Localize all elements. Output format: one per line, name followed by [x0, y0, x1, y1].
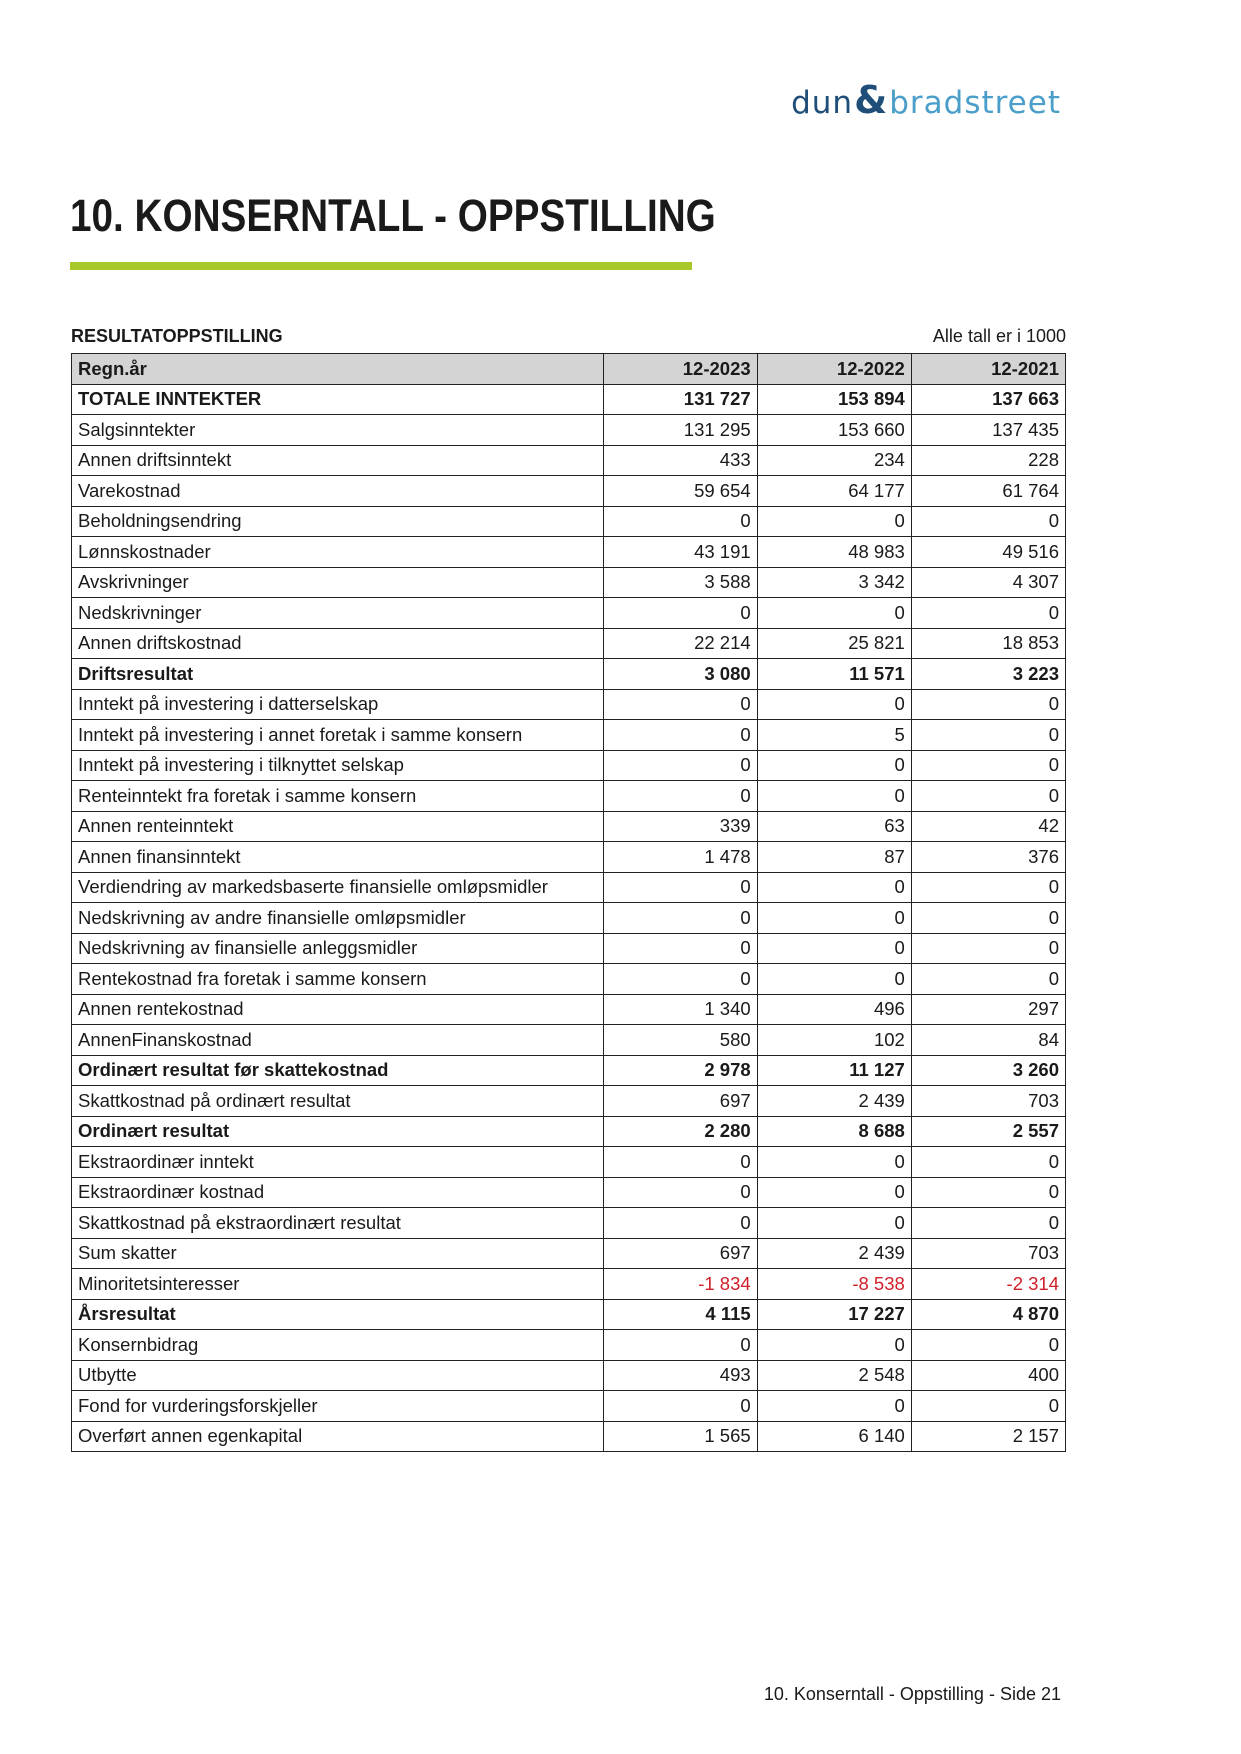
row-label-cell: Sum skatter: [72, 1238, 604, 1269]
row-label-cell: Inntekt på investering i annet foretak i samme konsern: [72, 720, 604, 751]
table-row: [72, 781, 1066, 812]
page-title: 10. KONSERNTALL - OPPSTILLING: [70, 190, 716, 241]
row-value-cell: 0: [911, 598, 1065, 629]
row-value-cell: 0: [757, 1147, 911, 1178]
row-value-cell: 0: [603, 1391, 757, 1422]
row-label-cell: Annen rentekostnad: [72, 994, 604, 1025]
row-value-cell: 0: [757, 1391, 911, 1422]
row-value-cell: 0: [911, 781, 1065, 812]
row-value-cell: 0: [757, 598, 911, 629]
row-value-cell: 3 080: [603, 659, 757, 690]
row-value-cell: 376: [911, 842, 1065, 873]
table-row: [72, 1147, 1066, 1178]
row-value-cell: 0: [911, 689, 1065, 720]
row-value-cell: 25 821: [757, 628, 911, 659]
row-value-cell: 0: [603, 964, 757, 995]
row-value-cell: 433: [603, 445, 757, 476]
row-value-cell: 17 227: [757, 1299, 911, 1330]
row-value-cell: 102: [757, 1025, 911, 1056]
row-value-cell: 0: [911, 1391, 1065, 1422]
row-value-cell: 49 516: [911, 537, 1065, 568]
row-value-cell: 697: [603, 1086, 757, 1117]
table-row: [72, 1025, 1066, 1056]
row-value-cell: 0: [603, 903, 757, 934]
row-value-cell: 0: [757, 750, 911, 781]
table-row: [72, 994, 1066, 1025]
row-value-cell: 0: [603, 933, 757, 964]
row-label-cell: Annen renteinntekt: [72, 811, 604, 842]
table-row: [72, 1086, 1066, 1117]
row-value-cell: 2 978: [603, 1055, 757, 1086]
table-row: [72, 1330, 1066, 1361]
row-label-cell: AnnenFinanskostnad: [72, 1025, 604, 1056]
row-value-cell: 8 688: [757, 1116, 911, 1147]
row-value-cell: 339: [603, 811, 757, 842]
row-value-cell: 2 548: [757, 1360, 911, 1391]
row-value-cell: 4 115: [603, 1299, 757, 1330]
row-label-cell: Beholdningsendring: [72, 506, 604, 537]
row-value-cell: 2 557: [911, 1116, 1065, 1147]
row-value-cell: 87: [757, 842, 911, 873]
row-value-cell: 0: [603, 1147, 757, 1178]
table-row: [72, 903, 1066, 934]
section-label: RESULTATOPPSTILLING: [71, 326, 283, 346]
row-label-cell: Varekostnad: [72, 476, 604, 507]
row-label-cell: Annen driftsinntekt: [72, 445, 604, 476]
table-row: [72, 1360, 1066, 1391]
table-row: [72, 628, 1066, 659]
table-row: [72, 537, 1066, 568]
row-value-cell: 0: [911, 720, 1065, 751]
row-label-cell: Inntekt på investering i datterselskap: [72, 689, 604, 720]
table-row: [72, 750, 1066, 781]
row-value-cell: 0: [911, 872, 1065, 903]
row-label-cell: Minoritetsinteresser: [72, 1269, 604, 1300]
row-value-cell: 61 764: [911, 476, 1065, 507]
row-value-cell: 42: [911, 811, 1065, 842]
row-value-cell: 0: [603, 1208, 757, 1239]
row-label-cell: Utbytte: [72, 1360, 604, 1391]
row-label-cell: Årsresultat: [72, 1299, 604, 1330]
row-value-cell: 0: [603, 750, 757, 781]
row-value-cell: 400: [911, 1360, 1065, 1391]
table-row: [72, 1055, 1066, 1086]
row-value-cell: 0: [757, 1208, 911, 1239]
row-value-cell: 580: [603, 1025, 757, 1056]
table-row: [72, 842, 1066, 873]
row-value-cell: 234: [757, 445, 911, 476]
row-value-cell: 228: [911, 445, 1065, 476]
row-value-cell: 0: [757, 964, 911, 995]
row-value-cell: 4 870: [911, 1299, 1065, 1330]
row-value-cell: 0: [603, 506, 757, 537]
page-footer: 10. Konserntall - Oppstilling - Side 21: [763, 1684, 1061, 1704]
row-label-cell: Nedskrivninger: [72, 598, 604, 629]
table-row: [72, 1391, 1066, 1422]
row-value-cell: 3 260: [911, 1055, 1065, 1086]
row-value-cell: 0: [757, 1177, 911, 1208]
row-value-cell: 64 177: [757, 476, 911, 507]
table-row: [72, 872, 1066, 903]
row-label-cell: Ekstraordinær inntekt: [72, 1147, 604, 1178]
row-value-cell: 0: [757, 933, 911, 964]
row-value-cell: 2 439: [757, 1086, 911, 1117]
row-value-cell: 0: [911, 506, 1065, 537]
row-label-cell: Nedskrivning av finansielle anleggsmidler: [72, 933, 604, 964]
table-row: [72, 659, 1066, 690]
row-value-cell: 703: [911, 1238, 1065, 1269]
row-value-cell: 0: [603, 598, 757, 629]
row-label-cell: Salgsinntekter: [72, 415, 604, 446]
row-value-cell: 11 127: [757, 1055, 911, 1086]
row-value-cell: 0: [911, 1208, 1065, 1239]
row-label-cell: Skattkostnad på ordinært resultat: [72, 1086, 604, 1117]
row-value-cell: 703: [911, 1086, 1065, 1117]
row-value-cell: 137 663: [911, 384, 1065, 415]
row-value-cell: 0: [911, 750, 1065, 781]
row-value-cell: 131 295: [603, 415, 757, 446]
row-value-cell: 0: [757, 903, 911, 934]
logo-text-dun: dun: [791, 85, 854, 121]
logo-text-bradstreet: bradstreet: [889, 85, 1061, 121]
row-label-cell: Renteinntekt fra foretak i samme konsern: [72, 781, 604, 812]
row-value-cell: -2 314: [911, 1269, 1065, 1300]
row-value-cell: 0: [757, 1330, 911, 1361]
row-value-cell: 2 280: [603, 1116, 757, 1147]
row-label-cell: Konsernbidrag: [72, 1330, 604, 1361]
row-value-cell: 59 654: [603, 476, 757, 507]
row-value-cell: 153 894: [757, 384, 911, 415]
table-row: [72, 1238, 1066, 1269]
row-label-cell: Driftsresultat: [72, 659, 604, 690]
row-value-cell: 0: [603, 1330, 757, 1361]
row-value-cell: 0: [911, 1147, 1065, 1178]
row-value-cell: 3 342: [757, 567, 911, 598]
row-value-cell: 5: [757, 720, 911, 751]
row-value-cell: 1 565: [603, 1421, 757, 1452]
row-value-cell: 1 478: [603, 842, 757, 873]
table-row: [72, 384, 1066, 415]
table-row: [72, 720, 1066, 751]
row-label-cell: Fond for vurderingsforskjeller: [72, 1391, 604, 1422]
table-row: [72, 476, 1066, 507]
row-label-cell: Avskrivninger: [72, 567, 604, 598]
header-year-cell: 12-2021: [911, 354, 1065, 385]
row-value-cell: 297: [911, 994, 1065, 1025]
row-value-cell: 3 223: [911, 659, 1065, 690]
header-year-cell: 12-2023: [603, 354, 757, 385]
row-value-cell: 6 140: [757, 1421, 911, 1452]
row-label-cell: Inntekt på investering i tilknyttet selskap: [72, 750, 604, 781]
row-value-cell: 4 307: [911, 567, 1065, 598]
table-row: [72, 1269, 1066, 1300]
row-label-cell: Annen finansinntekt: [72, 842, 604, 873]
row-value-cell: 63: [757, 811, 911, 842]
table-row: [72, 1116, 1066, 1147]
row-value-cell: 43 191: [603, 537, 757, 568]
table-row: [72, 964, 1066, 995]
row-label-cell: TOTALE INNTEKTER: [72, 384, 604, 415]
row-value-cell: 11 571: [757, 659, 911, 690]
row-value-cell: 2 157: [911, 1421, 1065, 1452]
row-value-cell: 0: [603, 689, 757, 720]
row-label-cell: Verdiendring av markedsbaserte finansielle omløpsmidler: [72, 872, 604, 903]
row-value-cell: 0: [603, 872, 757, 903]
table-header-row: [72, 354, 1066, 385]
row-value-cell: 0: [603, 781, 757, 812]
row-value-cell: -8 538: [757, 1269, 911, 1300]
row-value-cell: 0: [911, 1330, 1065, 1361]
row-label-cell: Ordinært resultat før skattekostnad: [72, 1055, 604, 1086]
row-value-cell: 0: [603, 720, 757, 751]
row-value-cell: 84: [911, 1025, 1065, 1056]
row-value-cell: 493: [603, 1360, 757, 1391]
row-value-cell: 0: [757, 689, 911, 720]
header-label-cell: Regn.år: [72, 354, 604, 385]
table-row: [72, 598, 1066, 629]
row-value-cell: 0: [757, 872, 911, 903]
row-value-cell: 131 727: [603, 384, 757, 415]
row-value-cell: 48 983: [757, 537, 911, 568]
row-value-cell: 22 214: [603, 628, 757, 659]
table-row: [72, 506, 1066, 537]
row-label-cell: Overført annen egenkapital: [72, 1421, 604, 1452]
dnb-logo: [791, 78, 1061, 122]
row-label-cell: Ordinært resultat: [72, 1116, 604, 1147]
row-value-cell: 0: [603, 1177, 757, 1208]
row-value-cell: 153 660: [757, 415, 911, 446]
row-value-cell: 137 435: [911, 415, 1065, 446]
row-value-cell: 0: [757, 781, 911, 812]
row-label-cell: Ekstraordinær kostnad: [72, 1177, 604, 1208]
table-row: [72, 1421, 1066, 1452]
unit-note: Alle tall er i 1000: [932, 326, 1066, 346]
table-row: [72, 567, 1066, 598]
header-year-cell: 12-2022: [757, 354, 911, 385]
table-row: [72, 811, 1066, 842]
row-value-cell: 0: [911, 1177, 1065, 1208]
table-row: [72, 415, 1066, 446]
table-row: [72, 445, 1066, 476]
income-statement-table: [71, 353, 1066, 1452]
table-row: [72, 1299, 1066, 1330]
row-value-cell: 1 340: [603, 994, 757, 1025]
row-value-cell: 496: [757, 994, 911, 1025]
row-value-cell: 2 439: [757, 1238, 911, 1269]
row-value-cell: 0: [911, 933, 1065, 964]
row-label-cell: Nedskrivning av andre finansielle omløpsmidler: [72, 903, 604, 934]
table-row: [72, 933, 1066, 964]
row-value-cell: 0: [911, 903, 1065, 934]
row-label-cell: Annen driftskostnad: [72, 628, 604, 659]
row-value-cell: 18 853: [911, 628, 1065, 659]
row-label-cell: Skattkostnad på ekstraordinært resultat: [72, 1208, 604, 1239]
row-value-cell: 0: [757, 506, 911, 537]
row-value-cell: -1 834: [603, 1269, 757, 1300]
row-value-cell: 3 588: [603, 567, 757, 598]
title-underline: [70, 262, 692, 270]
table-row: [72, 1208, 1066, 1239]
row-label-cell: Rentekostnad fra foretak i samme konsern: [72, 964, 604, 995]
row-value-cell: 697: [603, 1238, 757, 1269]
row-value-cell: 0: [911, 964, 1065, 995]
table-row: [72, 1177, 1066, 1208]
table-row: [72, 689, 1066, 720]
logo-ampersand: &: [854, 78, 889, 122]
row-label-cell: Lønnskostnader: [72, 537, 604, 568]
